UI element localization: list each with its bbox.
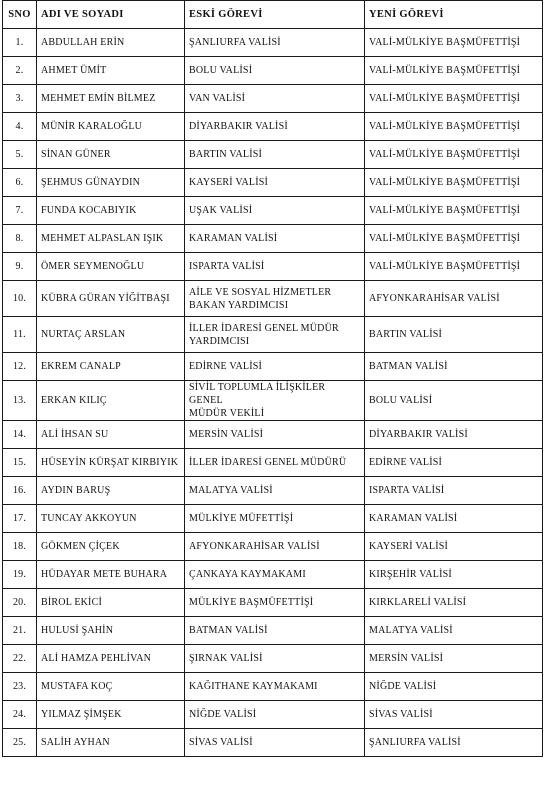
row-number: 24. (3, 701, 37, 729)
old-post (185, 617, 365, 645)
row-number: 7. (3, 197, 37, 225)
old-post-line: MÜDÜR VEKİLİ (189, 408, 265, 419)
old-post-line: ŞANLIURFA VALİSİ (189, 37, 281, 48)
old-post-line: ÇANKAYA KAYMAKAMI (189, 569, 306, 580)
table-row (3, 353, 543, 381)
person-name: ALİ HAMZA PEHLİVAN (37, 645, 185, 673)
new-post: MERSİN VALİSİ (365, 645, 543, 673)
person-name: KÜBRA GÜRAN YİĞİTBAŞI (37, 281, 185, 317)
row-number: 5. (3, 141, 37, 169)
person-name: BİROL EKİCİ (37, 589, 185, 617)
table-row (3, 477, 543, 505)
row-number: 2. (3, 57, 37, 85)
table-row (3, 29, 543, 57)
old-post (185, 701, 365, 729)
old-post (185, 589, 365, 617)
row-number: 13. (3, 381, 37, 421)
old-post-line: MÜLKİYE BAŞMÜFETTİŞİ (189, 597, 314, 608)
new-post: NİĞDE VALİSİ (365, 673, 543, 701)
new-post: BOLU VALİSİ (365, 381, 543, 421)
person-name: GÖKMEN ÇİÇEK (37, 533, 185, 561)
old-post-line: UŞAK VALİSİ (189, 205, 253, 216)
table-row (3, 533, 543, 561)
new-post: VALİ-MÜLKİYE BAŞMÜFETTİŞİ (365, 197, 543, 225)
old-post (185, 673, 365, 701)
table-row (3, 317, 543, 353)
old-post-line: ŞIRNAK VALİSİ (189, 653, 263, 664)
new-post: ŞANLIURFA VALİSİ (365, 729, 543, 757)
person-name: ŞEHMUS GÜNAYDIN (37, 169, 185, 197)
old-post-line: SİVİL TOPLUMLA İLİŞKİLER GENEL (189, 382, 326, 406)
header-new-post: YENİ GÖREVİ (365, 1, 543, 29)
person-name: SALİH AYHAN (37, 729, 185, 757)
appointments-table (2, 0, 543, 757)
row-number: 6. (3, 169, 37, 197)
table-row (3, 421, 543, 449)
old-post (185, 281, 365, 317)
new-post: SİVAS VALİSİ (365, 701, 543, 729)
old-post-line: MERSİN VALİSİ (189, 429, 264, 440)
new-post: VALİ-MÜLKİYE BAŞMÜFETTİŞİ (365, 29, 543, 57)
table-row (3, 645, 543, 673)
header-sno: SNO (3, 1, 37, 29)
row-number: 17. (3, 505, 37, 533)
old-post (185, 225, 365, 253)
old-post (185, 353, 365, 381)
table-row (3, 281, 543, 317)
old-post-line: NİĞDE VALİSİ (189, 709, 257, 720)
old-post (185, 561, 365, 589)
row-number: 1. (3, 29, 37, 57)
new-post: KIRKLARELİ VALİSİ (365, 589, 543, 617)
person-name: EKREM CANALP (37, 353, 185, 381)
table-row (3, 57, 543, 85)
header-old-post: ESKİ GÖREVİ (185, 1, 365, 29)
old-post (185, 113, 365, 141)
old-post (185, 57, 365, 85)
old-post-line: AFYONKARAHİSAR VALİSİ (189, 541, 320, 552)
row-number: 9. (3, 253, 37, 281)
person-name: FUNDA KOCABIYIK (37, 197, 185, 225)
old-post (185, 449, 365, 477)
person-name: ALİ İHSAN SU (37, 421, 185, 449)
old-post-line: İLLER İDARESİ GENEL MÜDÜR (189, 322, 339, 334)
table-row (3, 449, 543, 477)
table-row (3, 673, 543, 701)
new-post: BATMAN VALİSİ (365, 353, 543, 381)
new-post: ISPARTA VALİSİ (365, 477, 543, 505)
old-post (185, 505, 365, 533)
new-post: KARAMAN VALİSİ (365, 505, 543, 533)
old-post-line: BOLU VALİSİ (189, 65, 253, 76)
person-name: MUSTAFA KOÇ (37, 673, 185, 701)
row-number: 15. (3, 449, 37, 477)
person-name: MEHMET EMİN BİLMEZ (37, 85, 185, 113)
row-number: 3. (3, 85, 37, 113)
table-row (3, 505, 543, 533)
table-row (3, 113, 543, 141)
table-row (3, 197, 543, 225)
person-name: AYDIN BARUŞ (37, 477, 185, 505)
old-post-line: KAĞITHANE KAYMAKAMI (189, 681, 318, 692)
table-row (3, 729, 543, 757)
row-number: 8. (3, 225, 37, 253)
table-row (3, 141, 543, 169)
new-post: EDİRNE VALİSİ (365, 449, 543, 477)
old-post-line: YARDIMCISI (189, 335, 250, 347)
person-name: SİNAN GÜNER (37, 141, 185, 169)
old-post (185, 381, 365, 421)
old-post (185, 729, 365, 757)
old-post-line: DİYARBAKIR VALİSİ (189, 121, 288, 132)
person-name: HÜSEYİN KÜRŞAT KIRBIYIK (37, 449, 185, 477)
new-post: KAYSERİ VALİSİ (365, 533, 543, 561)
row-number: 23. (3, 673, 37, 701)
old-post-line: BARTIN VALİSİ (189, 149, 263, 160)
old-post-line: VAN VALİSİ (189, 93, 246, 104)
old-post (185, 477, 365, 505)
row-number: 19. (3, 561, 37, 589)
person-name: NURTAÇ ARSLAN (37, 317, 185, 353)
person-name: YILMAZ ŞİMŞEK (37, 701, 185, 729)
old-post (185, 645, 365, 673)
row-number: 25. (3, 729, 37, 757)
row-number: 20. (3, 589, 37, 617)
table-row (3, 253, 543, 281)
person-name: MÜNİR KARALOĞLU (37, 113, 185, 141)
old-post-line: MALATYA VALİSİ (189, 485, 273, 496)
new-post: DİYARBAKIR VALİSİ (365, 421, 543, 449)
table-body (3, 29, 543, 757)
row-number: 16. (3, 477, 37, 505)
row-number: 21. (3, 617, 37, 645)
row-number: 22. (3, 645, 37, 673)
new-post: VALİ-MÜLKİYE BAŞMÜFETTİŞİ (365, 141, 543, 169)
person-name: ABDULLAH ERİN (37, 29, 185, 57)
old-post-line: BAKAN YARDIMCISI (189, 299, 289, 311)
old-post (185, 197, 365, 225)
new-post: AFYONKARAHİSAR VALİSİ (365, 281, 543, 317)
old-post (185, 253, 365, 281)
old-post (185, 317, 365, 353)
table-row (3, 701, 543, 729)
person-name: ÖMER SEYMENOĞLU (37, 253, 185, 281)
row-number: 11. (3, 317, 37, 353)
table-header-row (3, 1, 543, 29)
table-row (3, 169, 543, 197)
person-name: TUNCAY AKKOYUN (37, 505, 185, 533)
old-post (185, 533, 365, 561)
old-post-line: KARAMAN VALİSİ (189, 233, 278, 244)
row-number: 12. (3, 353, 37, 381)
old-post-line: SİVAS VALİSİ (189, 737, 253, 748)
table-row (3, 561, 543, 589)
header-name: ADI VE SOYADI (37, 1, 185, 29)
old-post-line: İLLER İDARESİ GENEL MÜDÜRÜ (189, 457, 347, 468)
new-post: VALİ-MÜLKİYE BAŞMÜFETTİŞİ (365, 225, 543, 253)
table-row (3, 617, 543, 645)
person-name: AHMET ÜMİT (37, 57, 185, 85)
new-post: VALİ-MÜLKİYE BAŞMÜFETTİŞİ (365, 169, 543, 197)
old-post-line: ISPARTA VALİSİ (189, 261, 265, 272)
new-post: MALATYA VALİSİ (365, 617, 543, 645)
table-row (3, 589, 543, 617)
row-number: 10. (3, 281, 37, 317)
new-post: VALİ-MÜLKİYE BAŞMÜFETTİŞİ (365, 113, 543, 141)
person-name: HULUSİ ŞAHİN (37, 617, 185, 645)
old-post-line: MÜLKİYE MÜFETTİŞİ (189, 513, 294, 524)
row-number: 18. (3, 533, 37, 561)
row-number: 4. (3, 113, 37, 141)
person-name: HÜDAYAR METE BUHARA (37, 561, 185, 589)
row-number: 14. (3, 421, 37, 449)
old-post-line: KAYSERİ VALİSİ (189, 177, 269, 188)
table-row (3, 225, 543, 253)
new-post: KIRŞEHİR VALİSİ (365, 561, 543, 589)
old-post (185, 29, 365, 57)
new-post: VALİ-MÜLKİYE BAŞMÜFETTİŞİ (365, 253, 543, 281)
old-post (185, 169, 365, 197)
new-post: BARTIN VALİSİ (365, 317, 543, 353)
old-post (185, 85, 365, 113)
table-row (3, 381, 543, 421)
new-post: VALİ-MÜLKİYE BAŞMÜFETTİŞİ (365, 57, 543, 85)
new-post: VALİ-MÜLKİYE BAŞMÜFETTİŞİ (365, 85, 543, 113)
old-post (185, 421, 365, 449)
old-post (185, 141, 365, 169)
table-row (3, 85, 543, 113)
old-post-line: BATMAN VALİSİ (189, 625, 268, 636)
person-name: ERKAN KILIÇ (37, 381, 185, 421)
old-post-line: AİLE VE SOSYAL HİZMETLER (189, 286, 332, 298)
person-name: MEHMET ALPASLAN IŞIK (37, 225, 185, 253)
old-post-line: EDİRNE VALİSİ (189, 361, 263, 372)
